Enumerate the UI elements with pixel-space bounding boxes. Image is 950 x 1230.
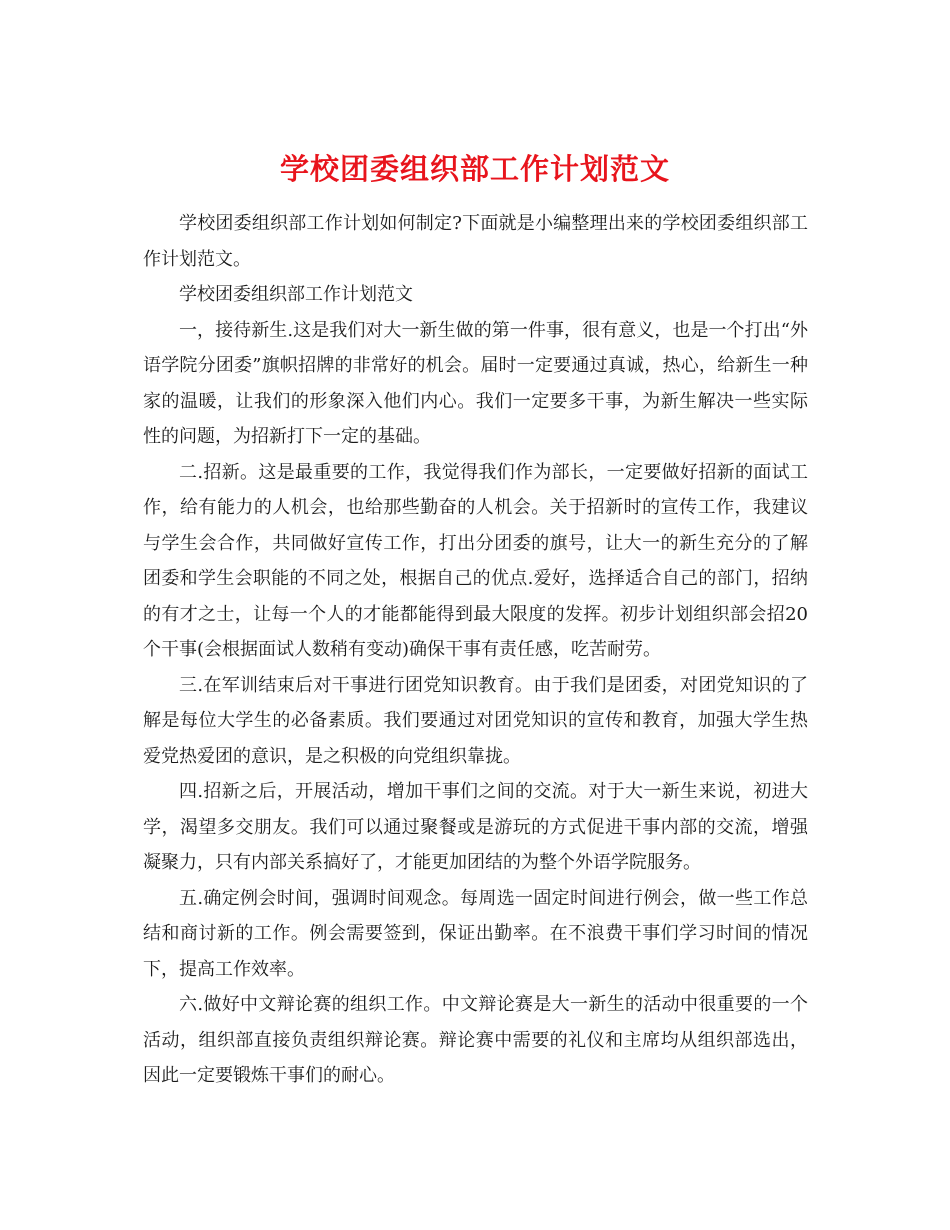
- paragraph-item-6: 六.做好中文辩论赛的组织工作。中文辩论赛是大一新生的活动中很重要的一个活动，组织部直接负责组织辩论赛。辩论赛中需要的礼仪和主席均从组织部选出，因此一定要锻炼干事们的耐心。: [143, 994, 808, 1086]
- paragraph-subtitle: 学校团委组织部工作计划范文: [179, 284, 413, 305]
- document-body: [143, 206, 808, 1094]
- paragraph-item-3: 三.在军训结束后对干事进行团党知识教育。由于我们是团委，对团党知识的了解是每位大学生的必备素质。我们要通过对团党知识的宣传和教育，加强大学生热爱党热爱团的意识，是之积极的向党组织靠拢。: [143, 674, 808, 767]
- paragraph-item-5: 五.确定例会时间，强调时间观念。每周选一固定时间进行例会，做一些工作总结和商讨新的工作。例会需要签到，保证出勤率。在不浪费干事们学习时间的情况下，提高工作效率。: [143, 887, 808, 980]
- paragraph-intro: 学校团委组织部工作计划如何制定?下面就是小编整理出来的学校团委组织部工作计划范文。: [143, 213, 808, 270]
- paragraph-item-4: 四.招新之后，开展活动，增加干事们之间的交流。对于大一新生来说，初进大学，渴望多交朋友。我们可以通过聚餐或是游玩的方式促进干事内部的交流，增强凝聚力，只有内部关系搞好了，才能更加团结的为整个外语学院服务。: [143, 781, 808, 873]
- document-title: 学校团委组织部工作计划范文: [279, 152, 670, 187]
- paragraph-item-2: 二.招新。这是最重要的工作，我觉得我们作为部长，一定要做好招新的面试工作，给有能力的人机会，也给那些勤奋的人机会。关于招新时的宣传工作，我建议与学生会合作，共同做好宣传工作，打出分团委的旗号，让大一的新生充分的了解团委和学生会职能的不同之处，根据自己的优点.爱好，选择适合自己的部门，招纳的有才之士，让每一个人的才能都能得到最大限度的发挥。初步计划组织部会招20个干事(会根据面试人数稍有变动)确保干事有责任感，吃苦耐劳。: [143, 461, 808, 660]
- paragraph-item-1: 一，接待新生.这是我们对大一新生做的第一件事，很有意义，也是一个打出“外语学院分团委”旗帜招牌的非常好的机会。届时一定要通过真诚，热心，给新生一种家的温暖，让我们的形象深入他们内心。我们一定要多干事，为新生解决一些实际性的问题，为招新打下一定的基础。: [143, 319, 808, 447]
